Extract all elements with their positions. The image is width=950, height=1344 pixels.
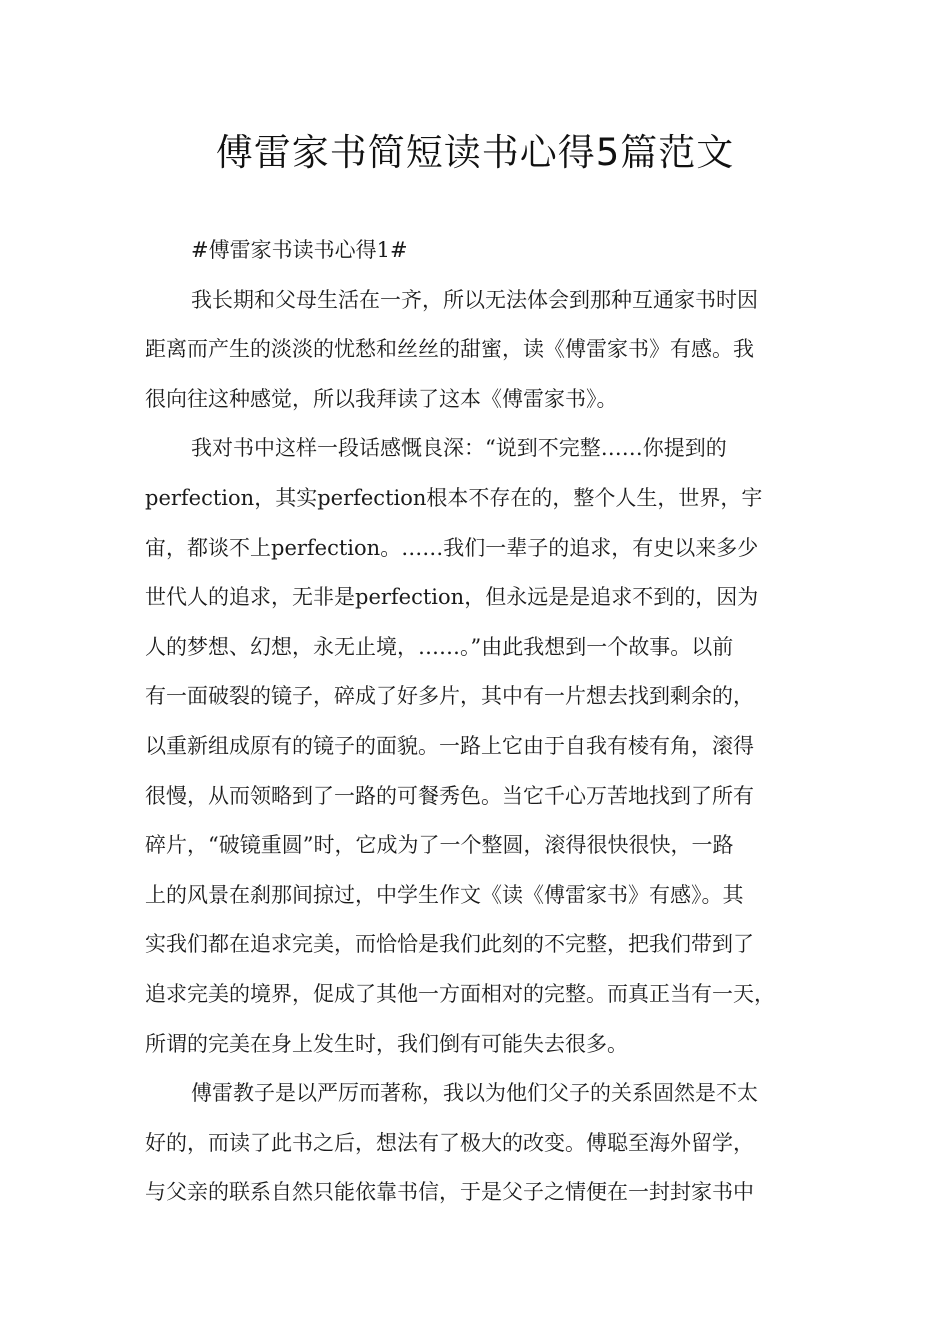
paragraph-1-line-3: 很向往这种感觉，所以我拜读了这本《傅雷家书》。 <box>145 386 618 411</box>
paragraph-2-line-9: 碎片，“破镜重圆”时，它成为了一个整圆，滚得很快很快，一路 <box>145 833 734 858</box>
paragraph-3-line-1: 傅雷教子是以严厉而著称，我以为他们父子的关系固然是不太 <box>191 1081 758 1106</box>
paragraph-2-line-10: 上的风景在刹那间掠过，中学生作文《读《傅雷家书》有感》。其 <box>145 882 744 907</box>
paragraph-2-line-4: 世代人的追求，无非是perfection，但永远是是追求不到的，因为 <box>145 585 759 610</box>
paragraph-2-line-12: 追求完美的境界，促成了其他一方面相对的完整。而真正当有一天， <box>145 981 775 1006</box>
paragraph-2-line-3: 宙，都谈不上perfection。……我们一辈子的追求，有史以来多少 <box>145 535 759 560</box>
paragraph-2-line-2: perfection，其实perfection根本不存在的，整个人生，世界，宇 <box>145 485 763 510</box>
paragraph-3-line-2: 好的，而读了此书之后，想法有了极大的改变。傅聪至海外留学， <box>145 1130 754 1155</box>
paragraph-2-line-6: 有一面破裂的镜子，碎成了好多片，其中有一片想去找到剩余的， <box>145 684 754 709</box>
paragraph-1-line-2: 距离而产生的淡淡的忧愁和丝丝的甜蜜，读《傅雷家书》有感。我 <box>145 337 754 362</box>
document-title: 傅雷家书简短读书心得5篇范文 <box>215 131 735 174</box>
paragraph-3-line-3: 与父亲的联系自然只能依靠书信，于是父子之情便在一封封家书中 <box>145 1180 754 1205</box>
paragraph-2-line-1: 我对书中这样一段话感慨良深：“说到不完整……你提到的 <box>191 436 727 461</box>
paragraph-2-line-5: 人的梦想、幻想，永无止境，……。”由此我想到一个故事。以前 <box>145 634 734 659</box>
paragraph-2-line-11: 实我们都在追求完美，而恰恰是我们此刻的不完整，把我们带到了 <box>145 932 754 957</box>
paragraph-2-line-13: 所谓的完美在身上发生时，我们倒有可能失去很多。 <box>145 1031 628 1056</box>
paragraph-1-line-1: 我长期和父母生活在一齐，所以无法体会到那种互通家书时因 <box>191 287 758 312</box>
section-heading: #傅雷家书读书心得1# <box>191 238 408 262</box>
document-body <box>145 226 810 1218</box>
paragraph-2-line-8: 很慢，从而领略到了一路的可餐秀色。当它千心万苦地找到了所有 <box>145 783 754 808</box>
paragraph-2-line-7: 以重新组成原有的镜子的面貌。一路上它由于自我有棱有角，滚得 <box>145 733 754 758</box>
